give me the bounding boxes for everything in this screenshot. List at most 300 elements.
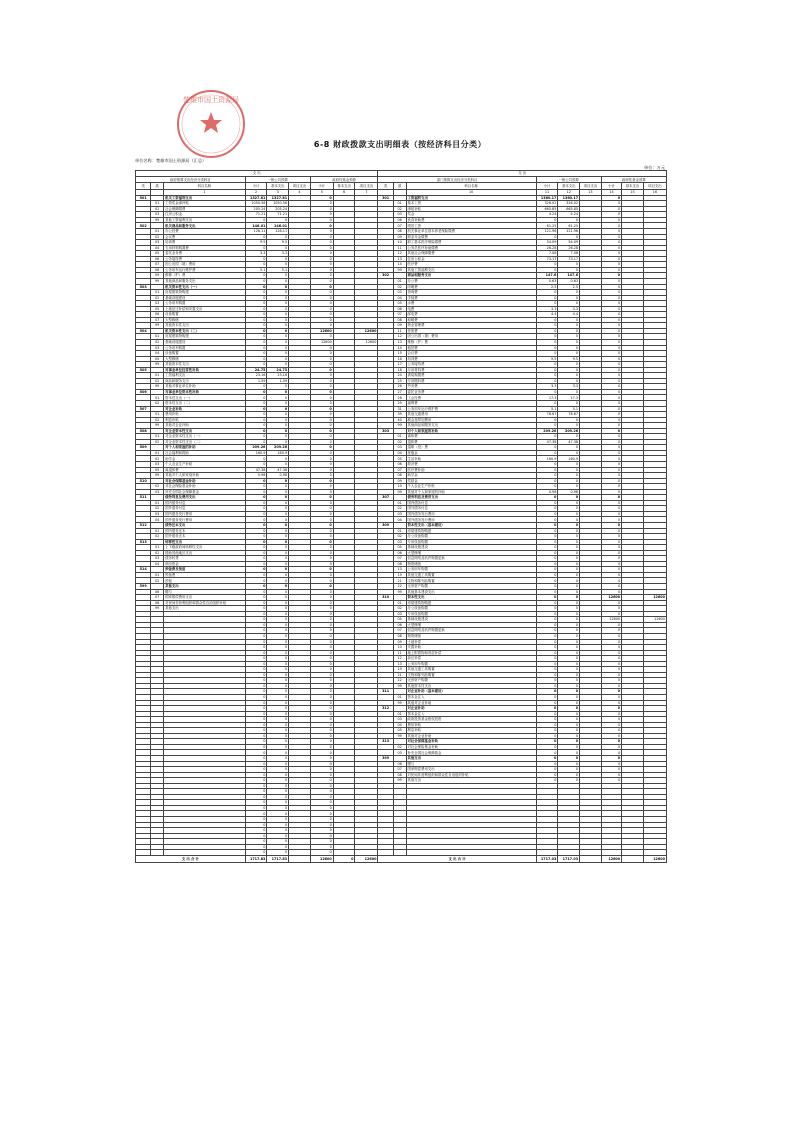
right-fund-subtotal-cell: 0 bbox=[601, 561, 621, 567]
left-fund-subtotal-cell: 0 bbox=[310, 639, 333, 645]
left-fund-subtotal-cell: 0 bbox=[310, 495, 333, 501]
right-basic-cell: 0 bbox=[558, 262, 580, 268]
right-kuan-cell: 11 bbox=[393, 245, 406, 251]
left-subject-name-cell: 维修（护）费 bbox=[164, 273, 246, 279]
right-subject-name-cell: 其他交通工具购置 bbox=[406, 572, 536, 578]
left-basic-cell: 0 bbox=[267, 584, 289, 590]
left-fund-subtotal-cell: 0 bbox=[310, 611, 333, 617]
kuan-header: 款 bbox=[393, 183, 406, 189]
totals-value: 1717.83 bbox=[267, 855, 289, 862]
right-subject-name-cell: 国内债务发行费用 bbox=[406, 511, 536, 517]
left-fund-subtotal-cell: 0 bbox=[310, 367, 333, 373]
left-subject-name-cell: 公务用车购置 bbox=[164, 345, 246, 351]
right-kuan-cell: 03 bbox=[393, 290, 406, 296]
right-subtotal-cell: 0 bbox=[536, 301, 558, 307]
left-subtotal-cell: 0 bbox=[245, 245, 267, 251]
left-kuan-cell: 99 bbox=[151, 217, 164, 223]
right-fund-subtotal-cell: 0 bbox=[601, 722, 621, 728]
left-subtotal-cell: 0 bbox=[245, 256, 267, 262]
totals-value: 1717.03 bbox=[558, 855, 580, 862]
left-subject-name-cell: 基础设施建设 bbox=[164, 295, 246, 301]
totals-value: 1717.83 bbox=[245, 855, 267, 862]
left-basic-cell: 0 bbox=[267, 628, 289, 634]
column-number: 6 bbox=[333, 189, 355, 195]
right-fund-subtotal-cell: 0 bbox=[601, 572, 621, 578]
right-subtotal-cell: 0 bbox=[536, 595, 558, 601]
right-subtotal-cell: 0 bbox=[536, 578, 558, 584]
right-subject-name-cell: 职业年金缴费 bbox=[406, 234, 536, 240]
left-basic-cell: 0 bbox=[267, 839, 289, 845]
right-kuan-cell: 27 bbox=[393, 389, 406, 395]
left-kuan-cell: 99 bbox=[151, 384, 164, 390]
left-subject-name-cell: 调出资金 bbox=[164, 561, 246, 567]
left-subject-name-cell: 预留 bbox=[164, 578, 246, 584]
right-basic-cell: 0 bbox=[558, 317, 580, 323]
right-subject-name-cell: 其他对个人和家庭的补助 bbox=[406, 489, 536, 495]
right-fund-subtotal-cell: 0 bbox=[601, 423, 621, 429]
right-basic-cell: 0 bbox=[558, 450, 580, 456]
left-subtotal-cell: 0 bbox=[245, 356, 267, 362]
name-header: 科目名称 bbox=[164, 183, 246, 189]
left-fund-subtotal-cell: 0 bbox=[310, 312, 333, 318]
totals-value bbox=[289, 855, 311, 862]
right-subtotal-cell: 0 bbox=[536, 572, 558, 578]
right-subtotal-cell: 160.9 bbox=[536, 456, 558, 462]
left-fund-subtotal-cell: 0 bbox=[310, 833, 333, 839]
right-subtotal-cell: 0 bbox=[536, 728, 558, 734]
left-basic-cell: 0 bbox=[267, 317, 289, 323]
left-subtotal-cell: 0 bbox=[245, 290, 267, 296]
left-subject-name-cell: 补充全国社会保障基金 bbox=[164, 489, 246, 495]
right-basic-cell: 0 bbox=[558, 617, 580, 623]
left-fund-subtotal-cell: 0 bbox=[310, 423, 333, 429]
left-subject-name-cell: 预备费及预留 bbox=[164, 567, 246, 573]
left-subtotal-cell: 0 bbox=[245, 317, 267, 323]
right-subject-name-cell: 其他支出 bbox=[406, 778, 536, 784]
right-kuan-cell: 31 bbox=[393, 406, 406, 412]
left-fund-subtotal-cell: 0 bbox=[310, 306, 333, 312]
right-kuan-cell: 01 bbox=[393, 694, 406, 700]
left-basic-cell: 0 bbox=[267, 439, 289, 445]
right-kuan-cell: 02 bbox=[393, 534, 406, 540]
left-fund-subtotal-cell: 0 bbox=[310, 800, 333, 806]
left-basic-cell: 0 bbox=[267, 384, 289, 390]
left-kuan-cell: 03 bbox=[151, 212, 164, 218]
right-subtotal-cell: 7.08 bbox=[536, 251, 558, 257]
left-kuan-cell: 02 bbox=[151, 550, 164, 556]
basic-header: 基本支出 bbox=[558, 183, 580, 189]
left-basic-cell: 24.75 bbox=[267, 367, 289, 373]
left-basic-cell: 0 bbox=[267, 395, 289, 401]
totals-value: 12600 bbox=[310, 855, 333, 862]
right-fund-subtotal-cell: 0 bbox=[601, 273, 621, 279]
left-fund-subtotal-cell: 0 bbox=[310, 295, 333, 301]
column-number: 3 bbox=[267, 189, 289, 195]
right-fund-subtotal-cell: 0 bbox=[601, 683, 621, 689]
right-fund-project-cell: 12600 bbox=[643, 595, 666, 601]
right-fund-subtotal-cell: 0 bbox=[601, 389, 621, 395]
right-subtotal-cell: 4.24 bbox=[536, 212, 558, 218]
right-fund-subtotal-cell: 0 bbox=[601, 700, 621, 706]
left-basic-cell: 0 bbox=[267, 339, 289, 345]
left-fund-subtotal-cell: 0 bbox=[310, 772, 333, 778]
left-fund-subtotal-cell: 0 bbox=[310, 744, 333, 750]
column-number: 15 bbox=[622, 189, 644, 195]
right-fund-subtotal-cell: 0 bbox=[601, 645, 621, 651]
left-fund-subtotal-cell: 0 bbox=[310, 500, 333, 506]
right-basic-cell: 0 bbox=[558, 744, 580, 750]
right-kuan-cell: 19 bbox=[393, 572, 406, 578]
left-fund-subtotal-cell: 0 bbox=[310, 817, 333, 823]
right-kuan-cell: 08 bbox=[393, 317, 406, 323]
left-fund-subtotal-cell: 0 bbox=[310, 234, 333, 240]
column-number: 16 bbox=[643, 189, 666, 195]
right-fund-subtotal-cell: 0 bbox=[601, 306, 621, 312]
right-subject-name-cell: 物资储备 bbox=[406, 561, 536, 567]
left-subject-name-cell: 机关资本性支出（一） bbox=[164, 284, 246, 290]
left-basic-cell: 0 bbox=[267, 589, 289, 595]
left-subtotal-cell: 0 bbox=[245, 733, 267, 739]
left-basic-cell: 0 bbox=[267, 478, 289, 484]
column-number: 14 bbox=[601, 189, 621, 195]
right-basic-cell: 0 bbox=[558, 345, 580, 351]
right-basic-cell: 0.98 bbox=[558, 489, 580, 495]
left-kuan-cell: 03 bbox=[151, 240, 164, 246]
left-subject-name-cell: 住房公积金 bbox=[164, 212, 246, 218]
right-cls-cell: 310 bbox=[378, 595, 393, 601]
right-fund-subtotal-cell: 0 bbox=[601, 517, 621, 523]
left-subtotal-cell: 0 bbox=[245, 650, 267, 656]
right-cls-cell: 312 bbox=[378, 706, 393, 712]
left-fund-subtotal-cell: 0 bbox=[310, 351, 333, 357]
right-subtotal-cell: 0 bbox=[536, 672, 558, 678]
right-fund-subtotal-cell: 0 bbox=[601, 661, 621, 667]
right-subtotal-cell: 0 bbox=[536, 694, 558, 700]
svg-text:楚雄市国土资源局: 楚雄市国土资源局 bbox=[183, 96, 239, 104]
left-subtotal-cell: 0 bbox=[245, 334, 267, 340]
right-fund-subtotal-cell: 0 bbox=[601, 694, 621, 700]
left-subtotal-cell: 0 bbox=[245, 323, 267, 329]
right-subject-name-cell: 对企业补助（基本建设） bbox=[406, 689, 536, 695]
left-subtotal-cell: 0 bbox=[245, 578, 267, 584]
left-basic-cell: 0 bbox=[267, 578, 289, 584]
right-fund-subtotal-cell: 12600 bbox=[601, 595, 621, 601]
right-basic-cell: 147.6 bbox=[558, 273, 580, 279]
left-subtotal-cell: 0 bbox=[245, 528, 267, 534]
left-kuan-cell: 03 bbox=[151, 489, 164, 495]
right-fund-subtotal-cell: 0 bbox=[601, 611, 621, 617]
right-fund-subtotal-cell: 0 bbox=[601, 290, 621, 296]
totals-label: 支 出 合 计 bbox=[136, 855, 246, 862]
left-subtotal-cell: 0 bbox=[245, 600, 267, 606]
left-subtotal-cell: 0 bbox=[245, 217, 267, 223]
left-basic-cell: 0 bbox=[267, 234, 289, 240]
left-basic-cell: 9.5 bbox=[267, 240, 289, 246]
right-subtotal-cell: 0 bbox=[536, 362, 558, 368]
right-kuan-cell: 02 bbox=[393, 744, 406, 750]
right-subject-name-cell: 奖金 bbox=[406, 212, 536, 218]
right-subtotal-cell: 3.3 bbox=[536, 384, 558, 390]
left-subtotal-cell: 0 bbox=[245, 301, 267, 307]
right-fund-subtotal-cell: 0 bbox=[601, 495, 621, 501]
right-fund-subtotal-cell: 0 bbox=[601, 545, 621, 551]
right-fund-subtotal-cell: 0 bbox=[601, 622, 621, 628]
left-subject-name-cell: 机关商品和服务支出 bbox=[164, 223, 246, 229]
left-subject-name-cell: 援助其他地区支出 bbox=[164, 550, 246, 556]
right-subtotal-cell: 0 bbox=[536, 417, 558, 423]
left-basic-cell: 128.11 bbox=[267, 229, 289, 235]
left-basic-cell: 0 bbox=[267, 545, 289, 551]
left-fund-subtotal-cell: 0 bbox=[310, 245, 333, 251]
left-subtotal-cell: 0 bbox=[245, 395, 267, 401]
left-basic-cell: 0 bbox=[267, 434, 289, 440]
right-kuan-cell: 10 bbox=[393, 645, 406, 651]
right-fund-subtotal-cell: 0 bbox=[601, 755, 621, 761]
left-subtotal-cell: 0 bbox=[245, 595, 267, 601]
left-basic-cell: 0 bbox=[267, 656, 289, 662]
left-subject-name-cell: 对事业单位资本性补助 bbox=[164, 389, 246, 395]
left-subject-name-cell: 利息补贴 bbox=[164, 417, 246, 423]
left-subject-name-cell: 其他对个人和家庭补助 bbox=[164, 473, 246, 479]
left-subtotal-cell: 0 bbox=[245, 611, 267, 617]
left-cls-cell: 508 bbox=[136, 428, 151, 434]
right-basic-cell: 0 bbox=[558, 301, 580, 307]
left-fund-subtotal-cell: 0 bbox=[310, 511, 333, 517]
right-basic-cell: 3.3 bbox=[558, 306, 580, 312]
right-kuan-cell: 14 bbox=[393, 345, 406, 351]
column-number: 2 bbox=[245, 189, 267, 195]
left-subtotal-cell: 0 bbox=[245, 811, 267, 817]
left-fund-subtotal-cell: 0 bbox=[310, 362, 333, 368]
left-fund-subtotal-cell: 0 bbox=[310, 489, 333, 495]
right-basic-cell: 0 bbox=[558, 295, 580, 301]
left-subtotal-cell: 0 bbox=[245, 234, 267, 240]
column-number: 10 bbox=[406, 189, 536, 195]
right-subtotal-cell: 0 bbox=[536, 373, 558, 379]
left-kuan-cell: 99 bbox=[151, 362, 164, 368]
column-number: 1 bbox=[164, 189, 246, 195]
right-basic-cell: 0 bbox=[558, 694, 580, 700]
left-subtotal-cell: 0 bbox=[245, 778, 267, 784]
left-fund-subtotal-cell: 0 bbox=[310, 595, 333, 601]
right-fund-subtotal-cell: 0 bbox=[601, 328, 621, 334]
left-kuan-cell: 03 bbox=[151, 301, 164, 307]
right-subtotal-cell: 209.26 bbox=[536, 428, 558, 434]
right-kuan-cell: 12 bbox=[393, 251, 406, 257]
left-subject-name-cell: 其他资本性支出 bbox=[164, 323, 246, 329]
left-subtotal-cell: 0 bbox=[245, 772, 267, 778]
right-kuan-cell: 28 bbox=[393, 395, 406, 401]
right-basic-cell: 0 bbox=[558, 423, 580, 429]
right-basic-cell: 0 bbox=[558, 290, 580, 296]
left-basic-cell: 0 bbox=[267, 323, 289, 329]
right-cls-cell: 301 bbox=[378, 195, 393, 201]
right-kuan-cell: 04 bbox=[393, 722, 406, 728]
left-subtotal-cell: 0 bbox=[245, 362, 267, 368]
left-subtotal-cell: 1.59 bbox=[245, 378, 267, 384]
right-basic-cell: 0 bbox=[558, 500, 580, 506]
left-basic-cell: 0 bbox=[267, 511, 289, 517]
right-subject-name-cell: 资本金注入 bbox=[406, 694, 536, 700]
right-basic-cell: 0 bbox=[558, 639, 580, 645]
right-kuan-cell: 01 bbox=[393, 278, 406, 284]
left-subtotal-cell: 209.26 bbox=[245, 445, 267, 451]
right-kuan-cell: 08 bbox=[393, 561, 406, 567]
right-basic-cell: 0 bbox=[558, 373, 580, 379]
right-fund-subtotal-cell: 0 bbox=[601, 351, 621, 357]
left-basic-cell: 0 bbox=[267, 600, 289, 606]
left-subject-name-cell: 培训费 bbox=[164, 240, 246, 246]
right-kuan-cell: 05 bbox=[393, 728, 406, 734]
left-fund-subtotal-cell: 0 bbox=[310, 572, 333, 578]
right-subtotal-cell: 0 bbox=[536, 589, 558, 595]
right-basic-cell: 0 bbox=[558, 400, 580, 406]
left-kuan-cell: 02 bbox=[151, 400, 164, 406]
left-subtotal-cell: 0 bbox=[245, 606, 267, 612]
left-kuan-cell: 09 bbox=[151, 273, 164, 279]
left-fund-subtotal-cell: 0 bbox=[310, 428, 333, 434]
left-cls-cell: 513 bbox=[136, 539, 151, 545]
left-subject-name-cell: 其他商品和服务支出 bbox=[164, 278, 246, 284]
right-cls-cell: 313 bbox=[378, 739, 393, 745]
right-subtotal-cell: 73.17 bbox=[536, 256, 558, 262]
right-fund-subtotal-cell: 0 bbox=[601, 733, 621, 739]
left-subtotal-cell: 0 bbox=[245, 439, 267, 445]
left-basic-cell: 0 bbox=[267, 767, 289, 773]
right-subtotal-cell: 0 bbox=[536, 290, 558, 296]
left-basic-cell: 209.26 bbox=[267, 445, 289, 451]
right-subject-name-cell: 其他社会保障缴费 bbox=[406, 251, 536, 257]
left-fund-subtotal-cell: 12600 bbox=[310, 328, 333, 334]
right-fund-subtotal-cell: 0 bbox=[601, 550, 621, 556]
left-subtotal-cell: 0 bbox=[245, 495, 267, 501]
right-fund-subtotal-cell: 0 bbox=[601, 339, 621, 345]
right-basic-cell: 0 bbox=[558, 672, 580, 678]
left-subtotal-cell: 0 bbox=[245, 561, 267, 567]
left-subject-name-cell: 专用材料购置费 bbox=[164, 245, 246, 251]
left-kuan-cell: 01 bbox=[151, 334, 164, 340]
left-basic-cell: 0 bbox=[267, 761, 289, 767]
right-subject-name-cell: 公务接待费 bbox=[406, 362, 536, 368]
right-subject-name-cell: 公务用车运行维护费 bbox=[406, 406, 536, 412]
right-subject-name-cell: 手续费 bbox=[406, 295, 536, 301]
column-number: 4 bbox=[289, 189, 311, 195]
basic-header: 基本支出 bbox=[622, 183, 644, 189]
left-fund-subtotal-cell: 0 bbox=[310, 528, 333, 534]
left-subject-name-cell: 基础设施建设 bbox=[164, 339, 246, 345]
right-kuan-cell: 07 bbox=[393, 223, 406, 229]
left-subject-name-cell: 国内债务发行费用 bbox=[164, 511, 246, 517]
right-basic-cell: 0 bbox=[558, 462, 580, 468]
left-kuan-cell: 02 bbox=[151, 506, 164, 512]
left-subtotal-cell: 0 bbox=[245, 828, 267, 834]
right-subject-name-cell: 费用补贴 bbox=[406, 722, 536, 728]
left-subject-name-cell: 公务接待费 bbox=[164, 256, 246, 262]
right-subject-name-cell: 资本性支出 bbox=[406, 595, 536, 601]
right-basic-cell: 0 bbox=[558, 328, 580, 334]
left-basic-cell: 0 bbox=[267, 700, 289, 706]
left-subtotal-cell: 0 bbox=[245, 345, 267, 351]
right-fund-subtotal-cell: 0 bbox=[601, 728, 621, 734]
right-subtotal-cell: 0 bbox=[536, 378, 558, 384]
right-subtotal-cell: 0 bbox=[536, 467, 558, 473]
left-subject-name-cell: 办公经费 bbox=[164, 229, 246, 235]
left-fund-subtotal-cell: 0 bbox=[310, 589, 333, 595]
left-subtotal-cell: 0 bbox=[245, 833, 267, 839]
right-subject-name-cell: 基本工资 bbox=[406, 201, 536, 207]
left-subject-name-cell: 委托业务费 bbox=[164, 251, 246, 257]
right-subtotal-cell: 0 bbox=[536, 528, 558, 534]
right-fund-subtotal-cell: 0 bbox=[601, 506, 621, 512]
left-fund-subtotal-cell: 0 bbox=[310, 694, 333, 700]
left-fund-subtotal-cell: 0 bbox=[310, 839, 333, 845]
left-subject-name-cell: 转移性支出 bbox=[164, 539, 246, 545]
right-kuan-cell: 22 bbox=[393, 678, 406, 684]
right-basic-cell: 4.24 bbox=[558, 212, 580, 218]
right-subject-name-cell: 税金及附加费用 bbox=[406, 417, 536, 423]
left-basic-cell: 0 bbox=[267, 739, 289, 745]
right-kuan-cell: 21 bbox=[393, 578, 406, 584]
right-subtotal-cell: 0 bbox=[536, 761, 558, 767]
left-kuan-cell: 01 bbox=[151, 545, 164, 551]
right-subtotal-cell: 0 bbox=[536, 317, 558, 323]
left-fund-subtotal-cell: 0 bbox=[310, 251, 333, 257]
left-subtotal-cell: 0 bbox=[245, 462, 267, 468]
right-basic-cell: 0 bbox=[558, 717, 580, 723]
right-subtotal-cell: 0 bbox=[536, 689, 558, 695]
right-subtotal-cell: 0 bbox=[536, 478, 558, 484]
right-subject-name-cell: 救济费 bbox=[406, 462, 536, 468]
left-fund-subtotal-cell: 0 bbox=[310, 373, 333, 379]
left-fund-subtotal-cell: 0 bbox=[310, 789, 333, 795]
left-subject-name-cell: 国外债务还本 bbox=[164, 534, 246, 540]
left-subtotal-cell: 0 bbox=[245, 339, 267, 345]
left-basic-cell: 0 bbox=[267, 733, 289, 739]
left-fund-subtotal-cell: 0 bbox=[310, 667, 333, 673]
left-subtotal-cell: 1327.81 bbox=[245, 195, 267, 201]
right-kuan-cell: 05 bbox=[393, 545, 406, 551]
right-subject-name-cell: 邮电费 bbox=[406, 312, 536, 318]
left-fund-subtotal-cell: 0 bbox=[310, 567, 333, 573]
right-basic-cell: 0 bbox=[558, 728, 580, 734]
right-fund-subtotal-cell: 0 bbox=[601, 395, 621, 401]
right-kuan-cell: 07 bbox=[393, 767, 406, 773]
right-fund-subtotal-cell: 0 bbox=[601, 589, 621, 595]
left-basic-cell: 0 bbox=[267, 484, 289, 490]
right-basic-cell: 0 bbox=[558, 772, 580, 778]
right-subtotal-cell: 665.85 bbox=[536, 206, 558, 212]
left-subtotal-cell: 0 bbox=[245, 584, 267, 590]
right-kuan-cell: 01 bbox=[393, 500, 406, 506]
left-kuan-cell: 04 bbox=[151, 561, 164, 567]
left-basic-cell: 0 bbox=[267, 561, 289, 567]
right-kuan-cell: 01 bbox=[393, 528, 406, 534]
right-subject-name-cell: 津贴补贴 bbox=[406, 206, 536, 212]
left-basic-cell: 0 bbox=[267, 828, 289, 834]
left-fund-subtotal-cell: 0 bbox=[310, 722, 333, 728]
right-subtotal-cell: 0 bbox=[536, 656, 558, 662]
right-kuan-cell: 10 bbox=[393, 484, 406, 490]
right-subject-name-cell: 职工基本医疗保险缴费 bbox=[406, 240, 536, 246]
right-basic-cell: 0 bbox=[558, 434, 580, 440]
left-subtotal-cell: 0 bbox=[245, 817, 267, 823]
right-subtotal-cell: 121.96 bbox=[536, 229, 558, 235]
left-basic-cell: 0 bbox=[267, 617, 289, 623]
right-fund-subtotal-cell: 0 bbox=[601, 245, 621, 251]
left-basic-cell: 0 bbox=[267, 412, 289, 418]
right-kuan-cell: 06 bbox=[393, 306, 406, 312]
right-subject-name-cell: 福利费 bbox=[406, 400, 536, 406]
